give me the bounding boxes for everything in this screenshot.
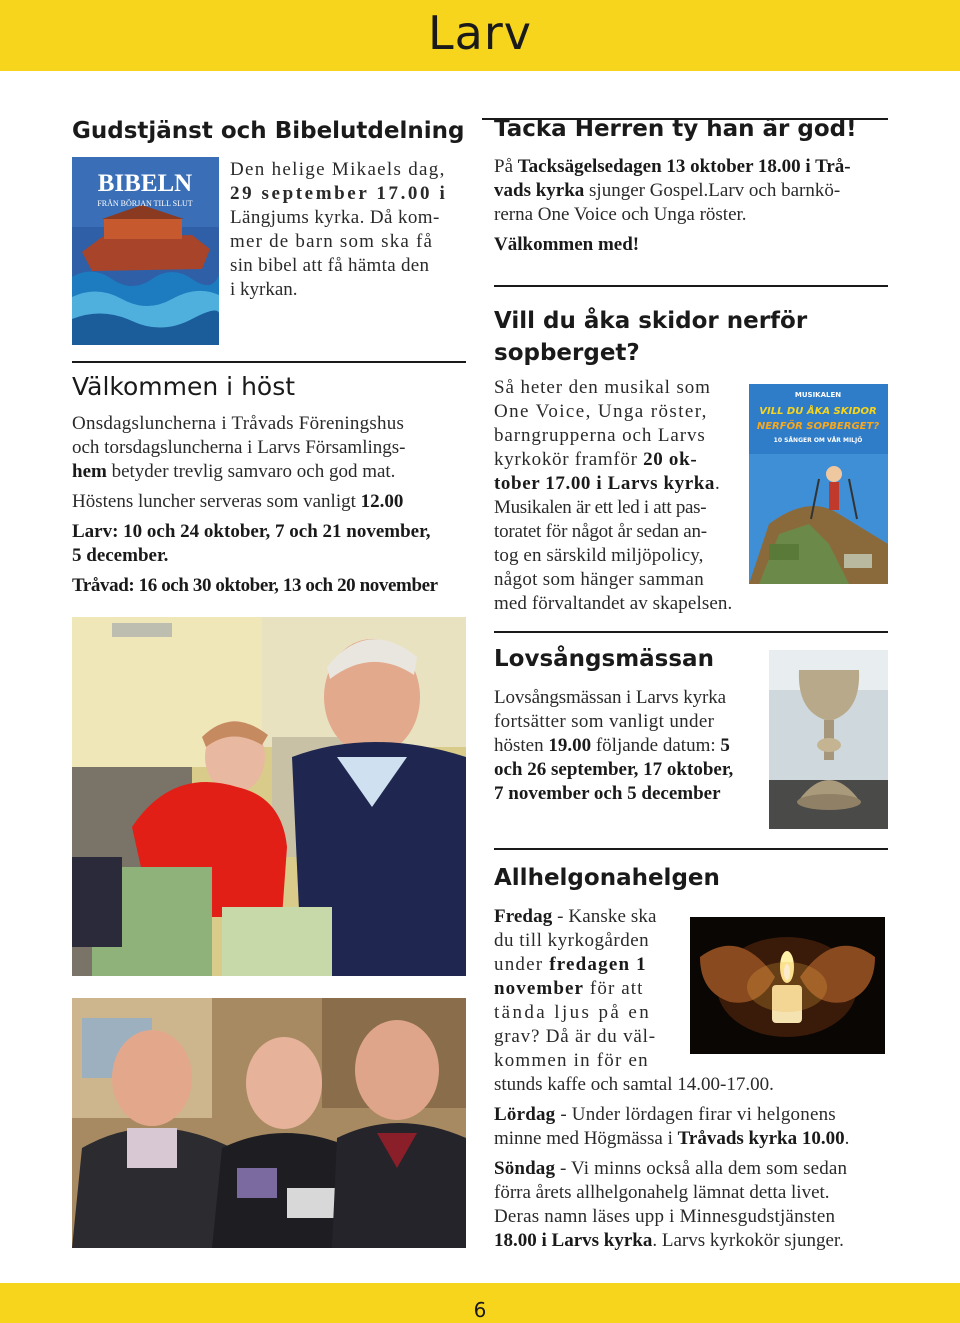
sondag-line-3: Deras namn läses upp i Minnesgudstjänsten [494, 1206, 836, 1227]
fredag-line-3-a: under [494, 954, 550, 975]
lovsang-line-1: Lovsångsmässan i Larvs kyrka [494, 687, 727, 708]
section-divider [494, 631, 888, 633]
gudstjanst-line-2: 29 september 17.00 i [230, 183, 448, 204]
lovsang-heading: Lovsångsmässan [494, 646, 714, 672]
skidor-line-4-bold: 20 ok- [643, 449, 698, 470]
poster-top-label: MUSIKALEN [794, 391, 842, 399]
lordag-line-1: - Under lördagen firar vi helgonens [555, 1104, 836, 1125]
skidor-text [494, 376, 888, 616]
tacka-welcome: Välkommen med! [494, 234, 640, 255]
tacka-line-2-bold: vads kyrka [494, 180, 585, 201]
bible-book-cover-image [72, 157, 219, 345]
lovsang-line-2: fortsätter som vanligt under [494, 711, 715, 732]
skidor-heading [494, 305, 807, 369]
poster-title-2: NERFÖR SOPBERGET? [756, 421, 880, 432]
lordag-line-2-a: minne med Högmässa i [494, 1128, 678, 1149]
chalice-image [769, 650, 888, 829]
page-number: 6 [473, 1298, 487, 1322]
section-divider [494, 848, 888, 850]
gudstjanst-line-4: mer de barn som ska få [230, 231, 434, 252]
tacka-line-2-a: sjunger Gospel.Larv och barnkö- [584, 180, 841, 201]
tacka-line-1-bold: Tacksägelsedagen 13 oktober 18.00 i Trå- [517, 156, 851, 177]
poster-subtitle: 10 SÅNGER OM VÅR MILJÖ [773, 437, 863, 444]
tacka-text [494, 155, 888, 257]
gudstjanst-heading: Gudstjänst och Bibelutdelning [72, 118, 465, 144]
fredag-label: Fredag [494, 906, 553, 927]
travad-dates: Tråvad: 16 och 30 oktober, 13 och 20 november [72, 575, 438, 596]
gudstjanst-line-5: sin bibel att få hämta den [230, 255, 430, 276]
larv-dates-line-2: 5 december. [72, 545, 169, 566]
valkommen-line-3-rest: betyder trevlig samvaro och god mat. [106, 461, 396, 482]
valkommen-line-3-bold: hem [72, 461, 107, 482]
fredag-line-6: grav? Då är du väl- [494, 1026, 656, 1047]
valkommen-line-1: Onsdagsluncherna i Tråvads Föreningshus [72, 413, 405, 434]
skidor-line-3: barngrupperna och Larvs [494, 425, 706, 446]
allhelgona-heading: Allhelgonahelgen [494, 865, 720, 891]
bible-cover-title: BIBELN [97, 170, 193, 197]
fredag-line-1: - Kanske ska [552, 906, 657, 927]
fredag-line-8: stunds kaffe och samtal 14.00-17.00. [494, 1074, 774, 1095]
poster-title-1: VILL DU ÅKA SKIDOR [759, 406, 877, 417]
valkommen-heading: Välkommen i höst [72, 372, 296, 401]
section-divider [72, 361, 466, 363]
kitchen-photo [72, 617, 466, 976]
skidor-line-9: något som hänger samman [494, 569, 705, 590]
tacka-heading: Tacka Herren ty han är god! [494, 116, 857, 142]
bible-cover-subtitle: FRÅN BÖRJAN TILL SLUT [97, 199, 193, 208]
fredag-line-4-bold: november [494, 978, 585, 999]
larv-dates-line-1: Larv: 10 och 24 oktober, 7 och 21 november, [72, 521, 431, 542]
sondag-line-1: - Vi minns också alla dem som sedan [555, 1158, 848, 1179]
section-divider [494, 285, 888, 287]
sondag-line-2: förra årets allhelgonahelg lämnat detta livet. [494, 1182, 830, 1203]
skidor-line-6: Musikalen är ett led i att pas- [494, 497, 707, 518]
skidor-line-5-a: . [715, 473, 721, 494]
skidor-heading-line-2: sopberget? [494, 340, 640, 366]
tacka-line-3: rerna One Voice och Unga röster. [494, 204, 747, 225]
fredag-line-4-a: för att [584, 978, 644, 999]
valkommen-line-2: och torsdagsluncherna i Larvs Församlings- [72, 437, 406, 458]
fredag-line-3-bold: fredagen 1 [549, 954, 647, 975]
fredag-line-7: kommen in för en [494, 1050, 649, 1071]
lovsang-text [494, 686, 764, 806]
gudstjanst-line-3: Längjums kyrka. Då kom- [230, 207, 440, 228]
sondag-line-4-bold: 18.00 i Larvs kyrka [494, 1230, 653, 1251]
skidor-line-5-bold: tober 17.00 i Larvs kyrka [494, 473, 716, 494]
lovsang-time: 19.00 [548, 735, 592, 756]
valkommen-line-4: Höstens luncher serveras som vanligt [72, 491, 361, 512]
lordag-label: Lördag [494, 1104, 556, 1125]
lordag-line-2-c: . [844, 1128, 850, 1149]
three-men-photo [72, 998, 466, 1248]
valkommen-lunch-time: 12.00 [360, 491, 404, 512]
fredag-line-2: du till kyrkogården [494, 930, 650, 951]
skidor-line-1: Så heter den musikal som [494, 377, 711, 398]
lovsang-line-3-c: följande datum: [591, 735, 721, 756]
gudstjanst-line-6: i kyrkan. [230, 279, 298, 300]
skidor-line-2: One Voice, Unga röster, [494, 401, 708, 422]
header-band [0, 0, 960, 71]
sondag-line-4-a: . Larvs kyrkokör sjunger. [652, 1230, 844, 1251]
fredag-line-5: tända ljus på en [494, 1002, 652, 1023]
skidor-line-4-a: kyrkokör framför [494, 449, 644, 470]
lovsang-dates-2: 7 november och 5 december [494, 783, 721, 804]
skidor-heading-line-1: Vill du åka skidor nerför [494, 308, 808, 334]
lordag-line-2-bold: Tråvads kyrka 10.00 [677, 1128, 845, 1149]
skidor-line-7: toratet för något år sedan an- [494, 521, 707, 542]
tacka-line-1-a: På [494, 156, 518, 177]
skidor-line-10: med förvaltandet av skapelsen. [494, 593, 733, 614]
sondag-label: Söndag [494, 1158, 556, 1179]
page-header-title: Larv [428, 6, 532, 60]
lovsang-line-3-a: hösten [494, 735, 549, 756]
lovsang-line-3-d: 5 [720, 735, 730, 756]
lovsang-dates-1: och 26 september, 17 oktober, [494, 759, 734, 780]
skidor-line-8: tog en särskild miljöpolicy, [494, 545, 704, 566]
valkommen-text [72, 412, 466, 598]
footer-band [0, 1283, 960, 1323]
gudstjanst-line-1: Den helige Mikaels dag, [230, 159, 446, 180]
gudstjanst-text [230, 158, 466, 302]
allhelgona-text [494, 905, 888, 1253]
